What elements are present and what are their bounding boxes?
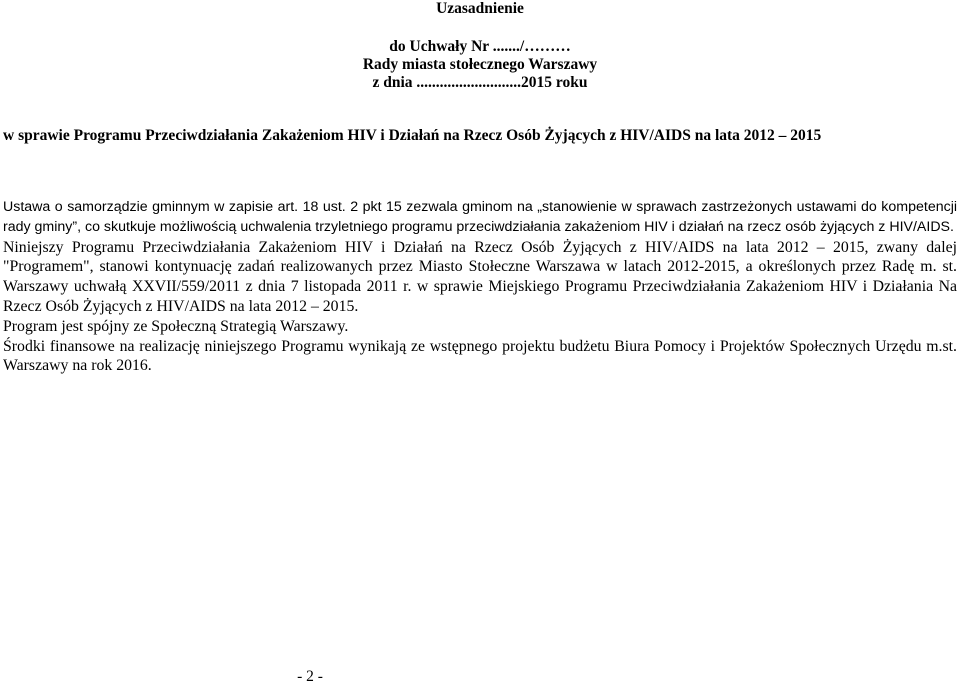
paragraph-funding: Środki finansowe na realizację niniejszego Programu wynikają ze wstępnego projektu budżetu Biura Pomocy i Projektów Społecznych Urzędu m.st. Warszawy na rok 2016.: [3, 337, 957, 375]
resolution-date-line: z dnia ...........................2015 roku: [372, 74, 588, 91]
paragraph-legal-basis: Ustawa o samorządzie gminnym w zapisie art. 18 ust. 2 pkt 15 zezwala gminom na „stanowienie w sprawach zastrzeżonych ustawami do kompetencji rady gminy”, co skutkuje możliwością uchwalenia trzyletniego programu przeciwdziałania zakażeniom HIV i działań na rzecz osób żyjących z HIV/AIDS.: [3, 199, 957, 235]
paragraph-program-continuation: Niniejszy Programu Przeciwdziałania Zakażeniom HIV i Działań na Rzecz Osób Żyjących z HIV/AIDS na lata 2012 – 2015, zwany dalej "Programem", stanowi kontynuację zadań realizowanych przez Miasto Stołeczne Warszawa w latach 2012-2015, a określonych przez Radę m. st. Warszawy uchwałą XXVII/559/2011 z dnia 7 listopada 2011 r. w sprawie Miejskiego Programu Przeciwdziałania Zakażeniom HIV i Działania Na Rzecz Osób Żyjących z HIV/AIDS na lata 2012 – 2015.: [3, 238, 957, 315]
page-number: - 2 -: [297, 668, 323, 685]
council-name-line: Rady miasta stołecznego Warszawy: [362, 56, 598, 73]
paragraph-strategy-consistency: Program jest spójny ze Społeczną Strategią Warszawy.: [3, 317, 349, 335]
document-title: Uzasadnienie: [436, 0, 524, 17]
document-body: [3, 198, 957, 376]
document-subject: w sprawie Programu Przeciwdziałania Zakażeniom HIV i Działań na Rzecz Osób Żyjących z HIV/AIDS na lata 2012 – 2015: [3, 127, 822, 144]
resolution-number-line: do Uchwały Nr ......./………: [389, 38, 571, 55]
